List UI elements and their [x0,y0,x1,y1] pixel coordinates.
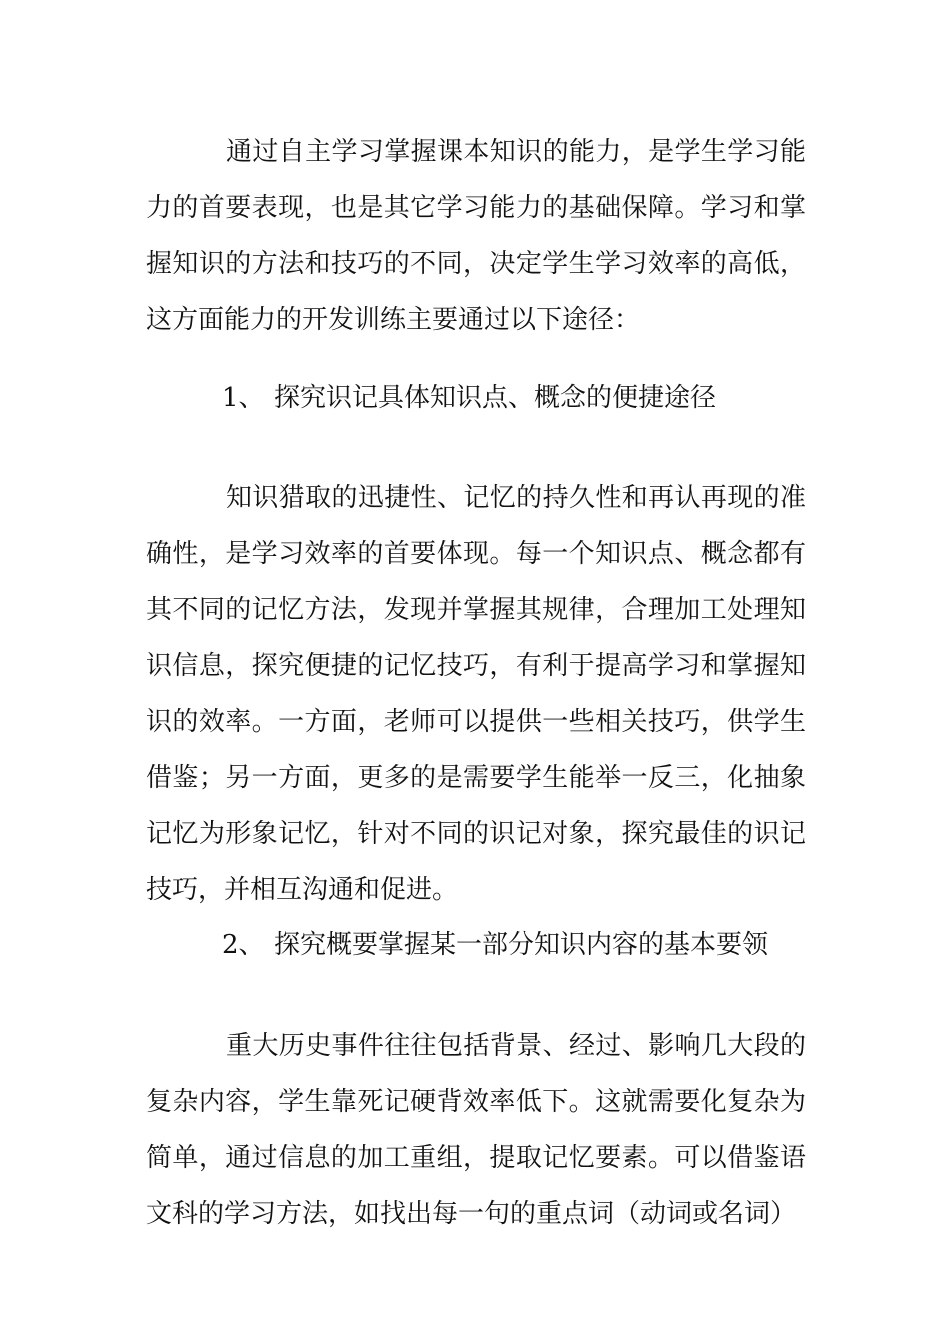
section-heading-1 [222,378,882,418]
paragraph-2: 知识猎取的迅捷性、记忆的持久性和再认再现的准确性，是学习效率的首要体现。每一个知识点、概念都有其不同的记忆方法，发现并掌握其规律，合理加工处理知识信息，探究便捷的记忆技巧，有利于提高学习和掌握知识的效率。一方面，老师可以提供一些相关技巧，供学生借鉴；另一方面，更多的是需要学生能举一反三，化抽象记忆为形象记忆，针对不同的识记对象，探究最佳的识记技巧，并相互沟通和促进。 [146,483,806,905]
paragraph-1-block [146,124,806,348]
paragraph-3-block [146,1018,806,1242]
section-heading-2-text: 探究概要掌握某一部分知识内容的基本要领 [274,930,769,960]
paragraph-2-block [146,470,806,918]
section-heading-1-text: 探究识记具体知识点、概念的便捷途径 [274,383,717,413]
paragraph-1: 通过自主学习掌握课本知识的能力，是学生学习能力的首要表现，也是其它学习能力的基础保障。学习和掌握知识的方法和技巧的不同，决定学生学习效率的高低，这方面能力的开发训练主要通过以下途径： [146,137,806,335]
paragraph-3: 重大历史事件往往包括背景、经过、影响几大段的复杂内容，学生靠死记硬背效率低下。这就需要化复杂为简单，通过信息的加工重组，提取记忆要素。可以借鉴语文科的学习方法，如找出每一句的重点词（动词或名词） [146,1031,806,1229]
section-heading-2-number: 2、 [222,930,265,960]
section-heading-1-number: 1、 [222,383,265,413]
section-heading-2 [222,925,882,965]
